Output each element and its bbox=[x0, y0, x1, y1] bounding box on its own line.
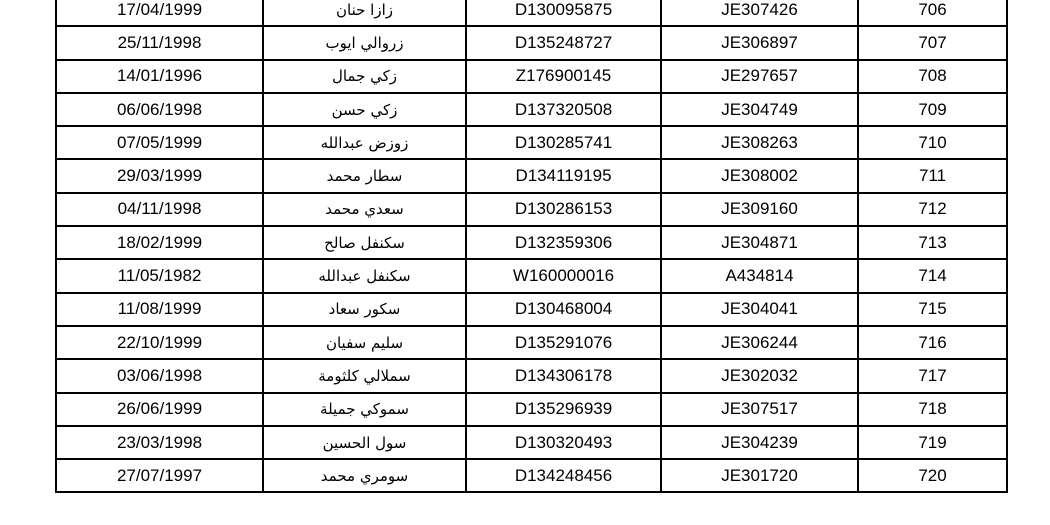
name-cell: سول الحسين bbox=[263, 426, 466, 459]
date-cell: 23/03/1998 bbox=[56, 426, 263, 459]
table-row bbox=[56, 359, 1007, 392]
name-cell: سكور سعاد bbox=[263, 293, 466, 326]
number-cell: 712 bbox=[858, 193, 1007, 226]
code-cell: JE309160 bbox=[661, 193, 858, 226]
id-cell: Z176900145 bbox=[466, 60, 661, 93]
id-cell: D135291076 bbox=[466, 326, 661, 359]
code-cell: JE304041 bbox=[661, 293, 858, 326]
date-cell: 22/10/1999 bbox=[56, 326, 263, 359]
date-cell: 11/05/1982 bbox=[56, 259, 263, 292]
code-cell: A434814 bbox=[661, 259, 858, 292]
code-cell: JE308002 bbox=[661, 159, 858, 192]
name-cell: سعدي محمد bbox=[263, 193, 466, 226]
id-cell: D130285741 bbox=[466, 126, 661, 159]
table-row bbox=[56, 393, 1007, 426]
name-cell: سكنفل عبدالله bbox=[263, 259, 466, 292]
number-cell: 709 bbox=[858, 93, 1007, 126]
date-cell: 11/08/1999 bbox=[56, 293, 263, 326]
id-cell: D135248727 bbox=[466, 26, 661, 59]
number-cell: 711 bbox=[858, 159, 1007, 192]
name-cell: سطار محمد bbox=[263, 159, 466, 192]
id-cell: W160000016 bbox=[466, 259, 661, 292]
code-cell: JE306897 bbox=[661, 26, 858, 59]
name-cell: زروالي ايوب bbox=[263, 26, 466, 59]
date-cell: 07/05/1999 bbox=[56, 126, 263, 159]
code-cell: JE304749 bbox=[661, 93, 858, 126]
id-cell: D130468004 bbox=[466, 293, 661, 326]
code-cell: JE307517 bbox=[661, 393, 858, 426]
name-cell: سليم سفيان bbox=[263, 326, 466, 359]
table-row bbox=[56, 259, 1007, 292]
date-cell: 04/11/1998 bbox=[56, 193, 263, 226]
table-row bbox=[56, 26, 1007, 59]
table-row bbox=[56, 326, 1007, 359]
table-row bbox=[56, 459, 1007, 492]
id-cell: D134119195 bbox=[466, 159, 661, 192]
number-cell: 706 bbox=[858, 0, 1007, 26]
number-cell: 716 bbox=[858, 326, 1007, 359]
number-cell: 719 bbox=[858, 426, 1007, 459]
code-cell: JE304871 bbox=[661, 226, 858, 259]
number-cell: 720 bbox=[858, 459, 1007, 492]
number-cell: 717 bbox=[858, 359, 1007, 392]
number-cell: 708 bbox=[858, 60, 1007, 93]
id-cell: D135296939 bbox=[466, 393, 661, 426]
name-cell: زازا حنان bbox=[263, 0, 466, 26]
number-cell: 715 bbox=[858, 293, 1007, 326]
number-cell: 714 bbox=[858, 259, 1007, 292]
code-cell: JE297657 bbox=[661, 60, 858, 93]
table-row bbox=[56, 193, 1007, 226]
code-cell: JE308263 bbox=[661, 126, 858, 159]
id-cell: D130286153 bbox=[466, 193, 661, 226]
date-cell: 27/07/1997 bbox=[56, 459, 263, 492]
date-cell: 18/02/1999 bbox=[56, 226, 263, 259]
name-cell: زوزض عبدالله bbox=[263, 126, 466, 159]
records-table bbox=[55, 0, 1008, 493]
name-cell: زكي جمال bbox=[263, 60, 466, 93]
number-cell: 713 bbox=[858, 226, 1007, 259]
name-cell: زكي حسن bbox=[263, 93, 466, 126]
name-cell: سموكي جميلة bbox=[263, 393, 466, 426]
number-cell: 718 bbox=[858, 393, 1007, 426]
table-row bbox=[56, 159, 1007, 192]
date-cell: 14/01/1996 bbox=[56, 60, 263, 93]
name-cell: سكنفل صالح bbox=[263, 226, 466, 259]
id-cell: D130095875 bbox=[466, 0, 661, 26]
date-cell: 06/06/1998 bbox=[56, 93, 263, 126]
id-cell: D130320493 bbox=[466, 426, 661, 459]
table-row bbox=[56, 126, 1007, 159]
id-cell: D134306178 bbox=[466, 359, 661, 392]
date-cell: 25/11/1998 bbox=[56, 26, 263, 59]
id-cell: D132359306 bbox=[466, 226, 661, 259]
table-row bbox=[56, 426, 1007, 459]
date-cell: 17/04/1999 bbox=[56, 0, 263, 26]
code-cell: JE306244 bbox=[661, 326, 858, 359]
name-cell: سومري محمد bbox=[263, 459, 466, 492]
records-table-body bbox=[56, 0, 1007, 492]
table-row bbox=[56, 93, 1007, 126]
name-cell: سملالي كلثومة bbox=[263, 359, 466, 392]
table-row bbox=[56, 226, 1007, 259]
number-cell: 707 bbox=[858, 26, 1007, 59]
number-cell: 710 bbox=[858, 126, 1007, 159]
id-cell: D134248456 bbox=[466, 459, 661, 492]
date-cell: 29/03/1999 bbox=[56, 159, 263, 192]
id-cell: D137320508 bbox=[466, 93, 661, 126]
code-cell: JE302032 bbox=[661, 359, 858, 392]
date-cell: 03/06/1998 bbox=[56, 359, 263, 392]
code-cell: JE301720 bbox=[661, 459, 858, 492]
table-row bbox=[56, 0, 1007, 26]
table-row bbox=[56, 60, 1007, 93]
code-cell: JE307426 bbox=[661, 0, 858, 26]
table-row bbox=[56, 293, 1007, 326]
date-cell: 26/06/1999 bbox=[56, 393, 263, 426]
code-cell: JE304239 bbox=[661, 426, 858, 459]
